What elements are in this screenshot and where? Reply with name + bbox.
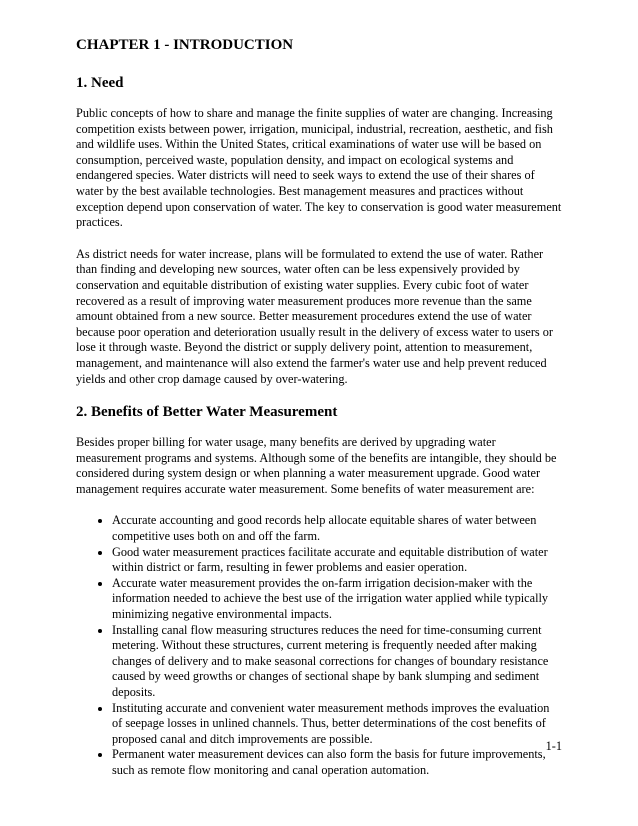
benefit-item: • Permanent water measurement devices can also form the basis for future improvements, such as remote flow monitoring and canal operation automation. [112, 747, 562, 778]
benefits-intro: Besides proper billing for water usage, many benefits are derived by upgrading water measurement programs and systems. Although some of the benefits are intangible, they should be considered during system design or when planning a water measurement upgrade. Good water management requires accurate water measurement. Some benefits of water measurement are: [76, 435, 557, 496]
benefit-item: • Installing canal flow measuring structures reduces the need for time-consuming current metering. Without these structures, current metering is frequently needed after making changes of delivery and to make seasonal corrections for changes of boundary resistance caused by weed growths or changes of sectional shape by bank slumping and sediment deposits. [112, 623, 562, 701]
benefit-item: • Good water measurement practices facilitate accurate and equitable distribution of water within district or farm, resulting in fewer problems and easier operation. [112, 545, 562, 576]
need-paragraph-1: Public concepts of how to share and manage the finite supplies of water are changing. Increasing competition exists between power, irrigation, municipal, industrial, recreation, aesthetic, and fish and wildlife uses. Within the United States, critical examinations of water use will be based on consumption, perceived waste, population density, and impact on ecological systems and endangered species. Water districts will need to seek ways to extend the use of their shares of water by the best available technologies. Best management measures and practices without exception depend upon conservation of water. The key to conservation is good water measurement practices. [76, 106, 562, 230]
need-paragraph-2: As district needs for water increase, plans will be formulated to extend the use of water. Rather than finding and developing new sources, water often can be less expensively provided by conservation and equitable distribution of existing water supplies. Every cubic foot of water recovered as a result of improving water measurement produces more revenue than the same amount obtained from a new source. Better measurement procedures extend the use of water because poor operation and deterioration usually result in the delivery of excess water to users or lose it through waste. Beyond the district or supply delivery point, attention to measurement, management, and maintenance will also extend the farmer's water use and help prevent reduced yields and other crop damage caused by over-watering. [76, 246, 554, 386]
section-need-heading: 1. Need [76, 75, 124, 91]
benefit-item: • Instituting accurate and convenient water measurement methods improves the evaluation of seepage losses in unlined channels. Thus, better determinations of the cost benefits of proposed canal and ditch improvements are possible. [112, 701, 562, 748]
benefits-list [76, 513, 562, 778]
benefit-item: • Accurate accounting and good records help allocate equitable shares of water between competitive uses both on and off the farm. [112, 513, 562, 544]
page-number: 1-1 [545, 739, 562, 753]
section-benefits-heading: 2. Benefits of Better Water Measurement [76, 404, 338, 421]
chapter-title: CHAPTER 1 - INTRODUCTION [76, 37, 294, 53]
benefit-item: • Accurate water measurement provides the on-farm irrigation decision-maker with the information needed to achieve the best use of the irrigation water applied while typically minimizing negative environmental impacts. [112, 576, 562, 623]
